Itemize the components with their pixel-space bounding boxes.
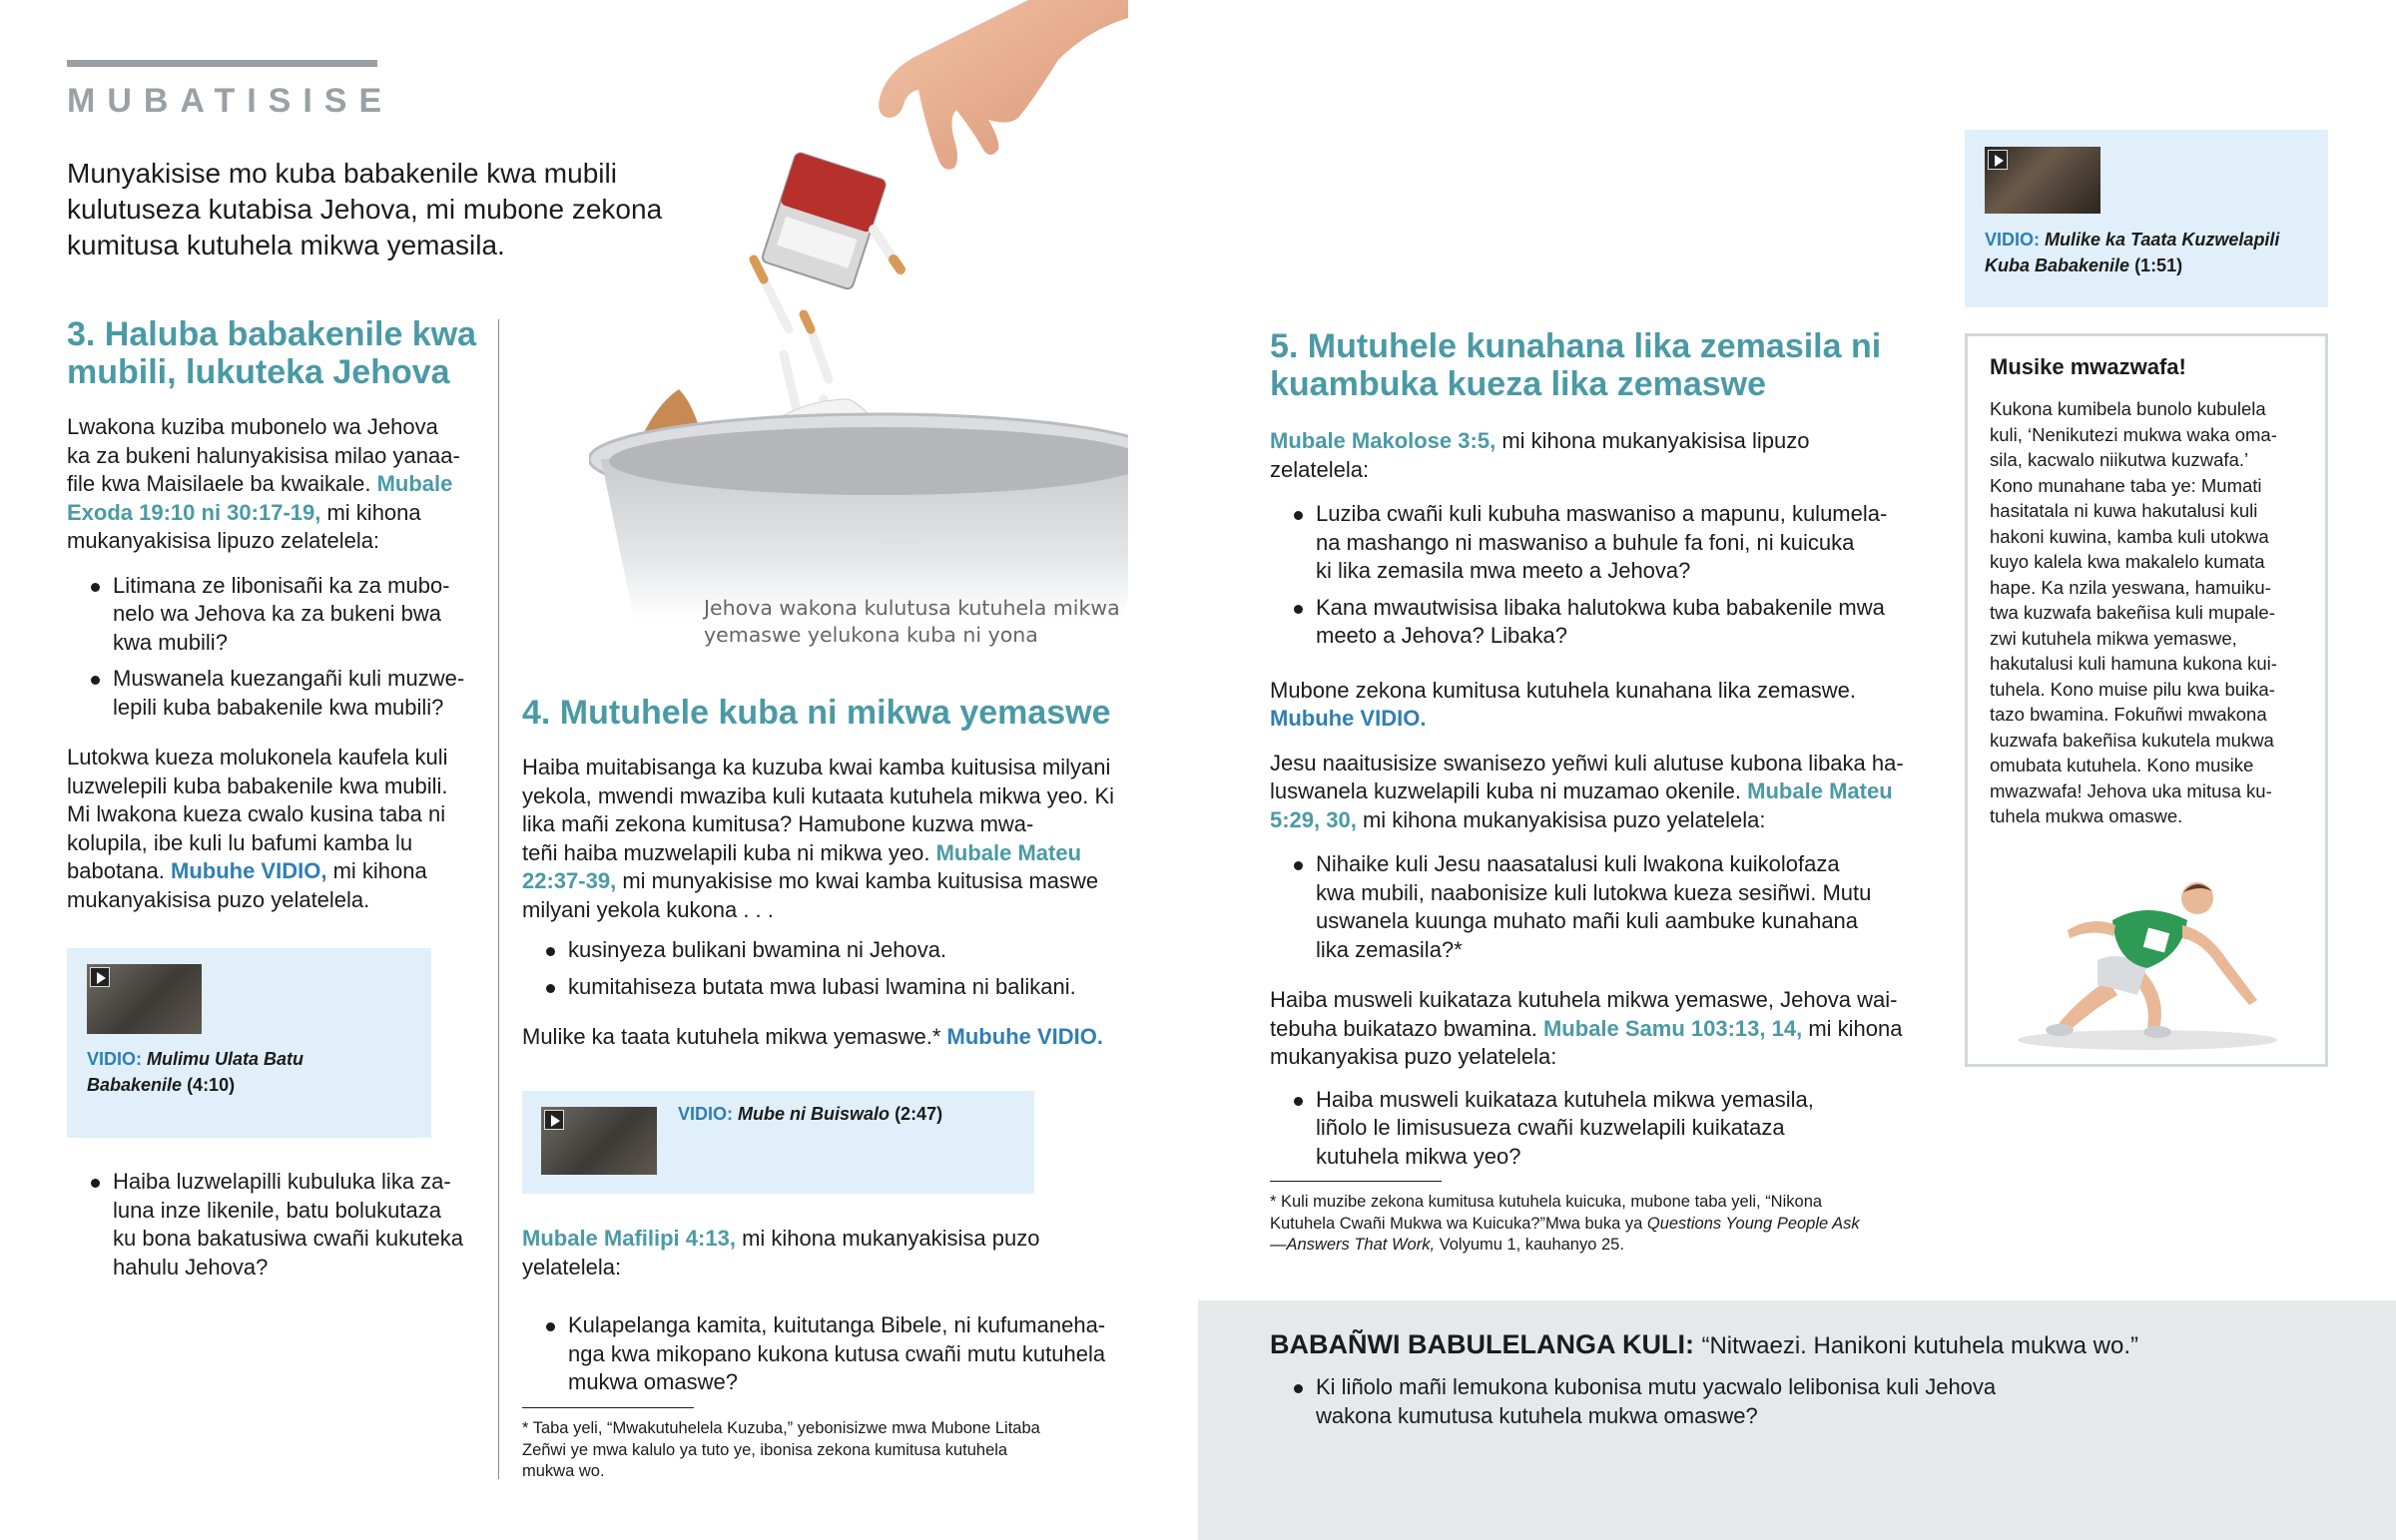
video-card-4[interactable] — [522, 1091, 1034, 1194]
others-say-quote: “Nitwaezi. Hanikoni kutuhela mukwa wo.” — [1701, 1332, 2138, 1359]
footnote-rule — [522, 1407, 694, 1408]
footnote-5: * Kuli muzibe zekona kumitusa kutuhela kuicuka, mubone taba yeli, “Nikona Kutuhela Cwañi Mukwa wa Kuicuka?”Mwa buka ya Questions Young People Ask —Answers That Work, Volyumu 1, kauhanyo 25. — [1270, 1193, 1860, 1254]
scripture-link[interactable]: Mubale — [376, 471, 453, 496]
video-thumbnail[interactable] — [1985, 147, 2100, 214]
list-item: Ki liñolo mañi lemukona kubonisa mutu yacwalo lelibonisa kuli Jehova wakona kumutusa kutuhela mukwa omaswe? — [1270, 1373, 2318, 1430]
list-item: Kulapelanga kamita, kuitutanga Bibele, ni kufumaneha- nga kwa mikopano kukona kutusa cwañi mutu kutuhela mukwa omaswe? — [522, 1311, 1151, 1397]
scripture-link[interactable]: Mubale Mateu — [1747, 778, 1893, 803]
list-item: Luziba cwañi kuli kubuha maswaniso a mapunu, kulumela- na mashango ni maswaniso a buhule fa foni, ni kuicuka ki lika zemasila mwa meeto a Jehova? — [1270, 500, 1929, 586]
section-3-final-question — [67, 1168, 496, 1289]
others-say-question — [1270, 1373, 2318, 1430]
video-label: VIDIO: Mube ni Buiswalo (2:47) — [678, 1104, 943, 1124]
section-4-paragraph-2: Mulike ka taata kutuhela mikwa yemaswe.* Mubuhe VIDIO. — [522, 1024, 1103, 1049]
list-item: Nihaike kuli Jesu naasatalusi kuli lwakona kuikolofaza kwa mubili, naabonisize kuli lutokwa kueza sesiñwi. Mutu uswanela kuunga muhato mañi kuli aambuke kunahana lika zemasila?* — [1270, 850, 1929, 964]
video-card-sidebar[interactable] — [1965, 130, 2328, 307]
play-icon[interactable] — [90, 967, 110, 987]
section-5 — [1270, 327, 1929, 1179]
video-card-3[interactable] — [67, 948, 431, 1138]
list-item: kumitahiseza butata mwa lubasi lwamina ni balikani. — [522, 973, 1141, 1002]
footnote-rule — [1270, 1181, 1442, 1182]
cigarette-pack-icon — [761, 152, 887, 290]
section-4-list — [522, 936, 1141, 1001]
scripture-link[interactable]: 5:29, 30, — [1270, 806, 1357, 832]
section-5-paragraph-1: Mubale Makolose 3:5, mi kihona mukanyakisisa lipuzo zelatelela: — [1270, 428, 1810, 482]
section-5-questions — [1270, 500, 1929, 651]
section-4-heading: 4. Mutuhele kuba ni mikwa yemaswe — [522, 694, 1111, 732]
section-4 — [522, 694, 1141, 1052]
others-say-label: BABAÑWI BABULELANGA KULI: — [1270, 1329, 1694, 1359]
list-item: Litimana ze libonisañi ka za mubo- nelo wa Jehova ka za bukeni bwa kwa mubili? — [67, 572, 486, 658]
section-3-paragraph-1: Lwakona kuziba mubonelo wa Jehova ka za bukeni halunyakisisa milao yanaa- file kwa Maisilaele ba kwaikale. Mubale Exoda 19:10 ni 30:17-19, mi kihona mukanyakisisa lipuzo zelatelela: — [67, 414, 460, 553]
section-5-haiba-question — [1270, 1086, 1929, 1172]
video-thumbnail[interactable] — [87, 964, 202, 1034]
section-4-paragraph-1: Haiba muitabisanga ka kuzuba kwai kamba kuitusisa milyani yekola, mwendi mwaziba kuli kutaata kutuhela mikwa yeo. Ki lika mañi zekona kumitusa? Hamubone kuzwa mwa- teñi haiba muzwelapili kuba ni mikwa yeo. Mubale Mateu 22:37-39, mi munyakisise mo kwai kamba kuitusisa maswe milyani yekola kukona . . . — [522, 755, 1115, 922]
section-4-paragraph-3: Mubale Mafilipi 4:13, mi kihona mukanyakisisa puzo yelatelela: — [522, 1226, 1040, 1280]
list-item: Haiba luzwelapilli kubuluka lika za- luna inze likenile, batu bolukutaza ku bona bakatusiwa cwañi kukuteka hahulu Jehova? — [67, 1168, 496, 1282]
section-3-heading: 3. Haluba babakenile kwa mubili, lukuteka Jehova — [67, 315, 477, 391]
video-label: VIDIO: Mulike ka Taata Kuzwelapili Kuba Babakenile (1:51) — [1985, 230, 2280, 275]
header-rule — [67, 60, 377, 67]
section-5-paragraph-jesus: Jesu naaitusisize swanisezo yeñwi kuli alutuse kubona libaka ha- luswanela kuzwelapili kuba ni muzamao okenile. Mubale Mateu 5:29, 30, mi kihona mukanyakisisa puzo yelatelela: — [1270, 750, 1904, 832]
watch-video-link[interactable]: Mubuhe VIDIO. — [1270, 706, 1427, 731]
scripture-link[interactable]: 22:37-39, — [522, 868, 617, 893]
watch-video-link[interactable]: Mubuhe VIDIO. — [946, 1024, 1103, 1049]
scripture-link[interactable]: Mubale Makolose 3:5, — [1270, 428, 1497, 453]
section-5-heading: 5. Mutuhele kunahana lika zemasila ni kuambuka kueza lika zemaswe — [1270, 327, 1882, 403]
runner-illustration — [1998, 870, 2297, 1055]
section-5-jesus-question — [1270, 850, 1929, 964]
list-item: Muswanela kuezangañi kuli muzwe- lepili kuba babakenile kwa mubili? — [67, 665, 486, 722]
column-divider — [498, 319, 499, 1479]
hand-icon — [879, 0, 1128, 170]
list-item: kusinyeza bulikani bwamina ni Jehova. — [522, 936, 1141, 965]
encouragement-text: Kukona kumibela bunolo kubulela kuli, ‘Nenikutezi mukwa waka oma- sila, kacwalo niikutwa kuzwafa.’ Kono munahane taba ye: Mumati hasitatala ni kuwa hakutalusi kuli hakoni kuwina, kamba kuli utokwa kuyo kalela kwa makalelo kumata hape. Ka nzila yeswana, hamuiku- twa kuzwafa bakeñisa kuli mupale- zwi kutuhela mikwa yemaswe, hakutalusi kuli hamuna kukona kui- tuhela. Kono muise pilu kwa buika- tazo bwamina. Fokuñwi mwakona kuzwafa bakeñisa kukutela mukwa omubata kutuhela. Kono musike mwazwafa! Jehova uka mitusa ku- tuhela mukwa omaswe. — [1990, 398, 2277, 826]
intro-text: Munyakisise mo kuba babakenile kwa mubili kulutuseza kutabisa Jehova, mi mubone zekona kumitusa kutuhela mikwa yemasila. — [67, 158, 663, 260]
list-item: Kana mwautwisisa libaka halutokwa kuba babakenile mwa meeto a Jehova? Libaka? — [1270, 594, 1929, 651]
others-say-content — [1270, 1327, 2318, 1438]
footnote-4: * Taba yeli, “Mwakutuhelela Kuzuba,” yebonisizwe mwa Mubone Litaba Zeñwi ye mwa kalulo ya tuto ye, ibonisa zekona kumitusa kutuhela mukwa wo. — [522, 1419, 1040, 1480]
video-label: VIDIO: Mulimu Ulata Batu Babakenile (4:10) — [87, 1049, 304, 1095]
scripture-link[interactable]: Mubale Mateu — [935, 839, 1082, 865]
trash-illustration — [589, 0, 1128, 619]
list-item: Haiba musweli kuikataza kutuhela mikwa yemasila, liñolo le limisusueza cwañi kuzwelapili kuikataza kutuhela mikwa yeo? — [1270, 1086, 1929, 1172]
section-5-paragraph-video: Mubone zekona kumitusa kutuhela kunahana lika zemaswe. Mubuhe VIDIO. — [1270, 677, 1929, 734]
scripture-link[interactable]: Exoda 19:10 ni 30:17-19, — [67, 499, 321, 525]
scripture-link[interactable]: Mubale Samu 103:13, 14, — [1542, 1015, 1803, 1041]
section-3-questions — [67, 572, 486, 723]
page-kicker: MUBATISISE — [67, 82, 394, 120]
encouragement-box — [1965, 333, 2328, 1067]
scripture-link[interactable]: Mubale Mafilipi 4:13, — [522, 1226, 736, 1251]
section-5-paragraph-haiba: Haiba musweli kuikataza kutuhela mikwa yemaswe, Jehova wai- tebuha buikatazo bwamina. Mubale Samu 103:13, 14, mi kihona mukanyakisa puzo yelatelela: — [1270, 987, 1903, 1069]
section-4-list-2 — [522, 1311, 1151, 1405]
video-thumbnail[interactable] — [541, 1107, 657, 1175]
encouragement-title: Musike mwazwafa! — [1990, 354, 2186, 379]
watch-video-link[interactable]: Mubuhe VIDIO, — [171, 858, 327, 883]
illustration-caption: Jehova wakona kulutusa kutuhela mikwa yemaswe yelukona kuba ni yona — [704, 596, 1120, 647]
play-icon[interactable] — [1988, 150, 2008, 170]
section-3 — [67, 315, 486, 914]
play-icon[interactable] — [544, 1110, 564, 1130]
section-3-paragraph-2: Lutokwa kueza molukonela kaufela kuli luzwelepili kuba babakenile kwa mubili. Mi lwakona kueza cwalo kusina taba ni kolupila, ibe kuli lu bafumi kamba lu babotana. Mubuhe VIDIO, mi kihona mukanyakisisa puzo yelatelela. — [67, 745, 448, 912]
